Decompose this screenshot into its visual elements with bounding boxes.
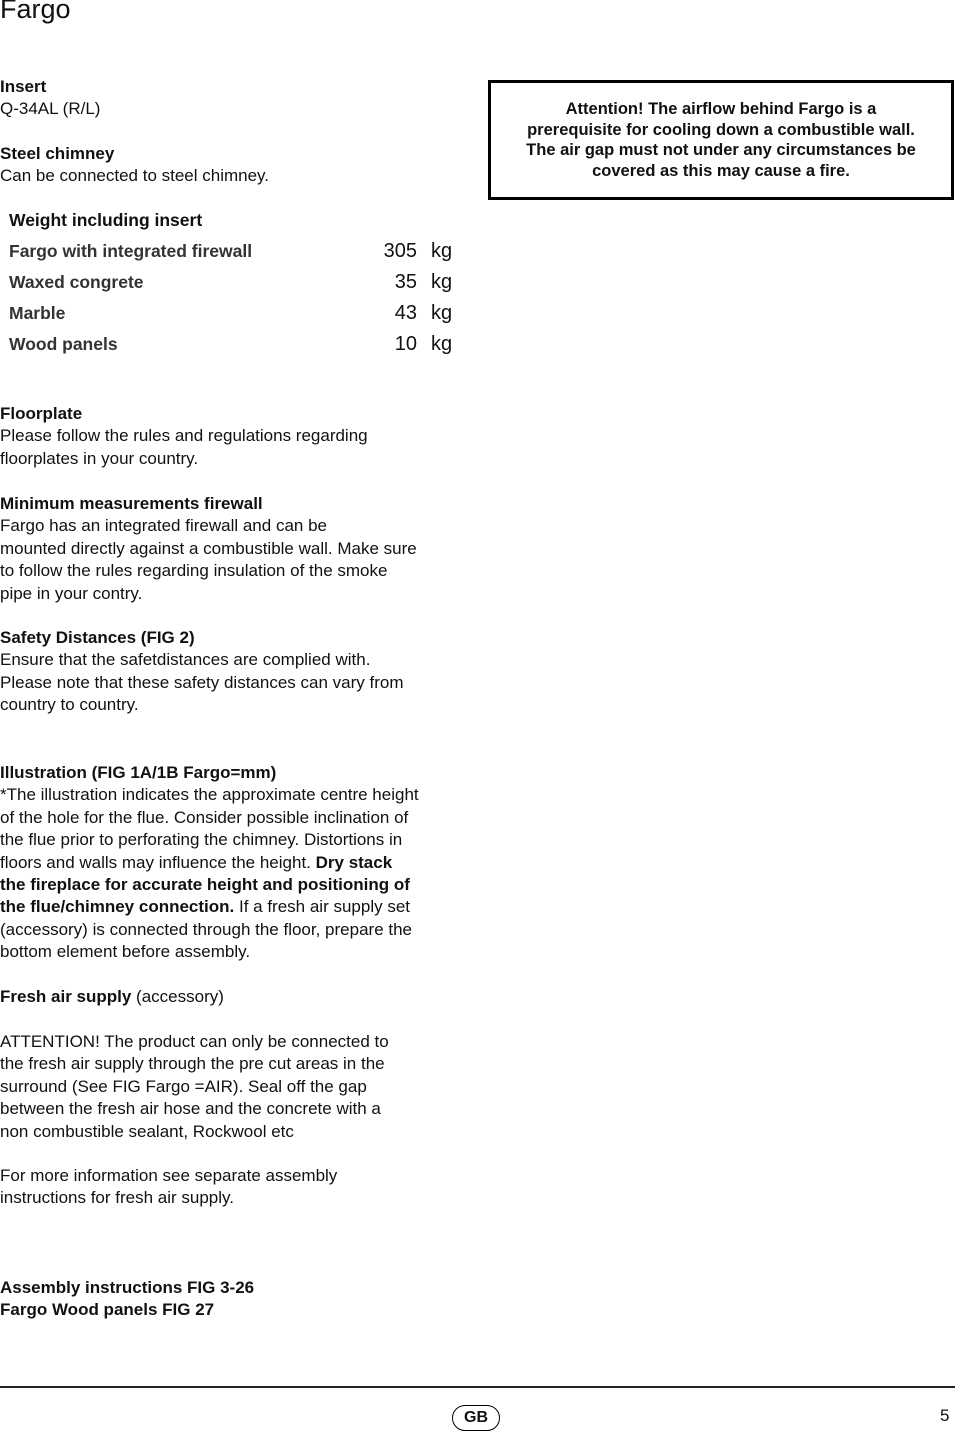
weight-unit: kg xyxy=(431,302,453,324)
weight-label: Marble xyxy=(9,303,66,323)
illustration-emphasis: the flue/chimney connection. xyxy=(0,897,235,917)
fresh-air-attention xyxy=(0,1031,389,1143)
safety-heading: Safety Distances (FIG 2) xyxy=(0,628,195,647)
insert-heading: Insert xyxy=(0,77,47,96)
illustration-line xyxy=(0,896,419,918)
attention-line: covered as this may cause a fire. xyxy=(592,161,850,180)
language-badge: GB xyxy=(452,1405,500,1431)
safety-line: Ensure that the safetdistances are complied with. xyxy=(0,650,371,670)
weight-unit: kg xyxy=(431,333,453,355)
illustration-line: of the hole for the flue. Consider possible inclination of xyxy=(0,807,409,827)
fresh-air-info xyxy=(0,1165,337,1210)
illustration-emphasis: the fireplace for accurate height and positioning of xyxy=(0,875,410,895)
floorplate-heading: Floorplate xyxy=(0,404,83,423)
weight-value: 10 xyxy=(394,333,417,355)
weight-label: Wood panels xyxy=(9,334,118,354)
fresh-air-info-line: For more information see separate assembly xyxy=(0,1166,338,1185)
fresh-air-info-line: instructions for fresh air supply. xyxy=(0,1188,234,1208)
firewall-line: pipe in your contry. xyxy=(0,583,143,603)
insert-value: Q-34AL (R/L) xyxy=(0,99,101,119)
illustration-section xyxy=(0,762,419,964)
attention-line: The air gap must not under any circumstances be xyxy=(526,141,916,159)
attention-line: Attention! The airflow behind Fargo is a xyxy=(565,100,877,118)
weight-label: Fargo with integrated firewall xyxy=(9,241,253,261)
firewall-line: Fargo has an integrated firewall and can be xyxy=(0,516,327,536)
illustration-line xyxy=(0,852,419,874)
firewall-heading: Minimum measurements firewall xyxy=(0,494,263,513)
steel-chimney-text: Can be connected to steel chimney. xyxy=(0,166,270,186)
safety-line: Please note that these safety distances can vary from xyxy=(0,672,404,692)
safety-section xyxy=(0,627,404,717)
illustration-heading: Illustration (FIG 1A/1B Fargo=mm) xyxy=(0,763,277,782)
illustration-line: bottom element before assembly. xyxy=(0,942,251,962)
assembly-section xyxy=(0,1277,254,1322)
attention-line: prerequisite for cooling down a combustible wall. xyxy=(527,120,915,139)
fresh-air-heading-normal: (accessory) xyxy=(131,987,224,1006)
footer-divider xyxy=(0,1386,955,1388)
illustration-emphasis: Dry stack xyxy=(315,852,393,872)
fresh-air-line: between the fresh air hose and the concrete with a xyxy=(0,1099,381,1119)
firewall-section xyxy=(0,493,417,605)
weight-table xyxy=(0,0,480,380)
fresh-air-section xyxy=(0,986,224,1008)
fresh-air-heading-bold: Fresh air supply xyxy=(0,987,132,1006)
firewall-line: mounted directly against a combustible wall. Make sure xyxy=(0,538,417,558)
firewall-line: to follow the rules regarding insulation of the smoke xyxy=(0,561,388,581)
steel-chimney-heading: Steel chimney xyxy=(0,144,115,163)
illustration-line: the flue prior to perforating the chimney. Distortions in xyxy=(0,830,403,850)
assembly-line: Assembly instructions FIG 3-26 xyxy=(0,1278,255,1297)
weight-label: Waxed congrete xyxy=(9,272,144,292)
safety-line: country to country. xyxy=(0,695,139,715)
fresh-air-heading xyxy=(0,986,224,1008)
attention-box xyxy=(488,80,954,200)
floorplate-line: floorplates in your country. xyxy=(0,448,199,468)
assembly-line: Fargo Wood panels FIG 27 xyxy=(0,1300,215,1320)
page-number: 5 xyxy=(940,1406,950,1425)
illustration-line: (accessory) is connected through the floor, prepare the xyxy=(0,919,413,939)
fresh-air-line: non combustible sealant, Rockwool etc xyxy=(0,1121,294,1141)
weight-value: 43 xyxy=(394,302,417,324)
illustration-text: If a fresh air supply set xyxy=(234,897,411,917)
illustration-text: floors and walls may influence the height. xyxy=(0,852,316,872)
weight-unit: kg xyxy=(431,240,453,262)
floorplate-section xyxy=(0,403,368,470)
floorplate-line: Please follow the rules and regulations regarding xyxy=(0,426,368,446)
fresh-air-line: ATTENTION! The product can only be connected to xyxy=(0,1032,389,1051)
weight-unit: kg xyxy=(431,271,453,293)
fresh-air-line: surround (See FIG Fargo =AIR). Seal off the gap xyxy=(0,1076,367,1096)
illustration-line: *The illustration indicates the approximate centre height xyxy=(0,785,419,805)
page-title: Fargo xyxy=(0,0,71,24)
weight-heading: Weight including insert xyxy=(9,210,203,230)
weight-value: 305 xyxy=(383,240,417,262)
weight-value: 35 xyxy=(394,271,417,293)
fresh-air-line: the fresh air supply through the pre cut areas in the xyxy=(0,1054,385,1074)
